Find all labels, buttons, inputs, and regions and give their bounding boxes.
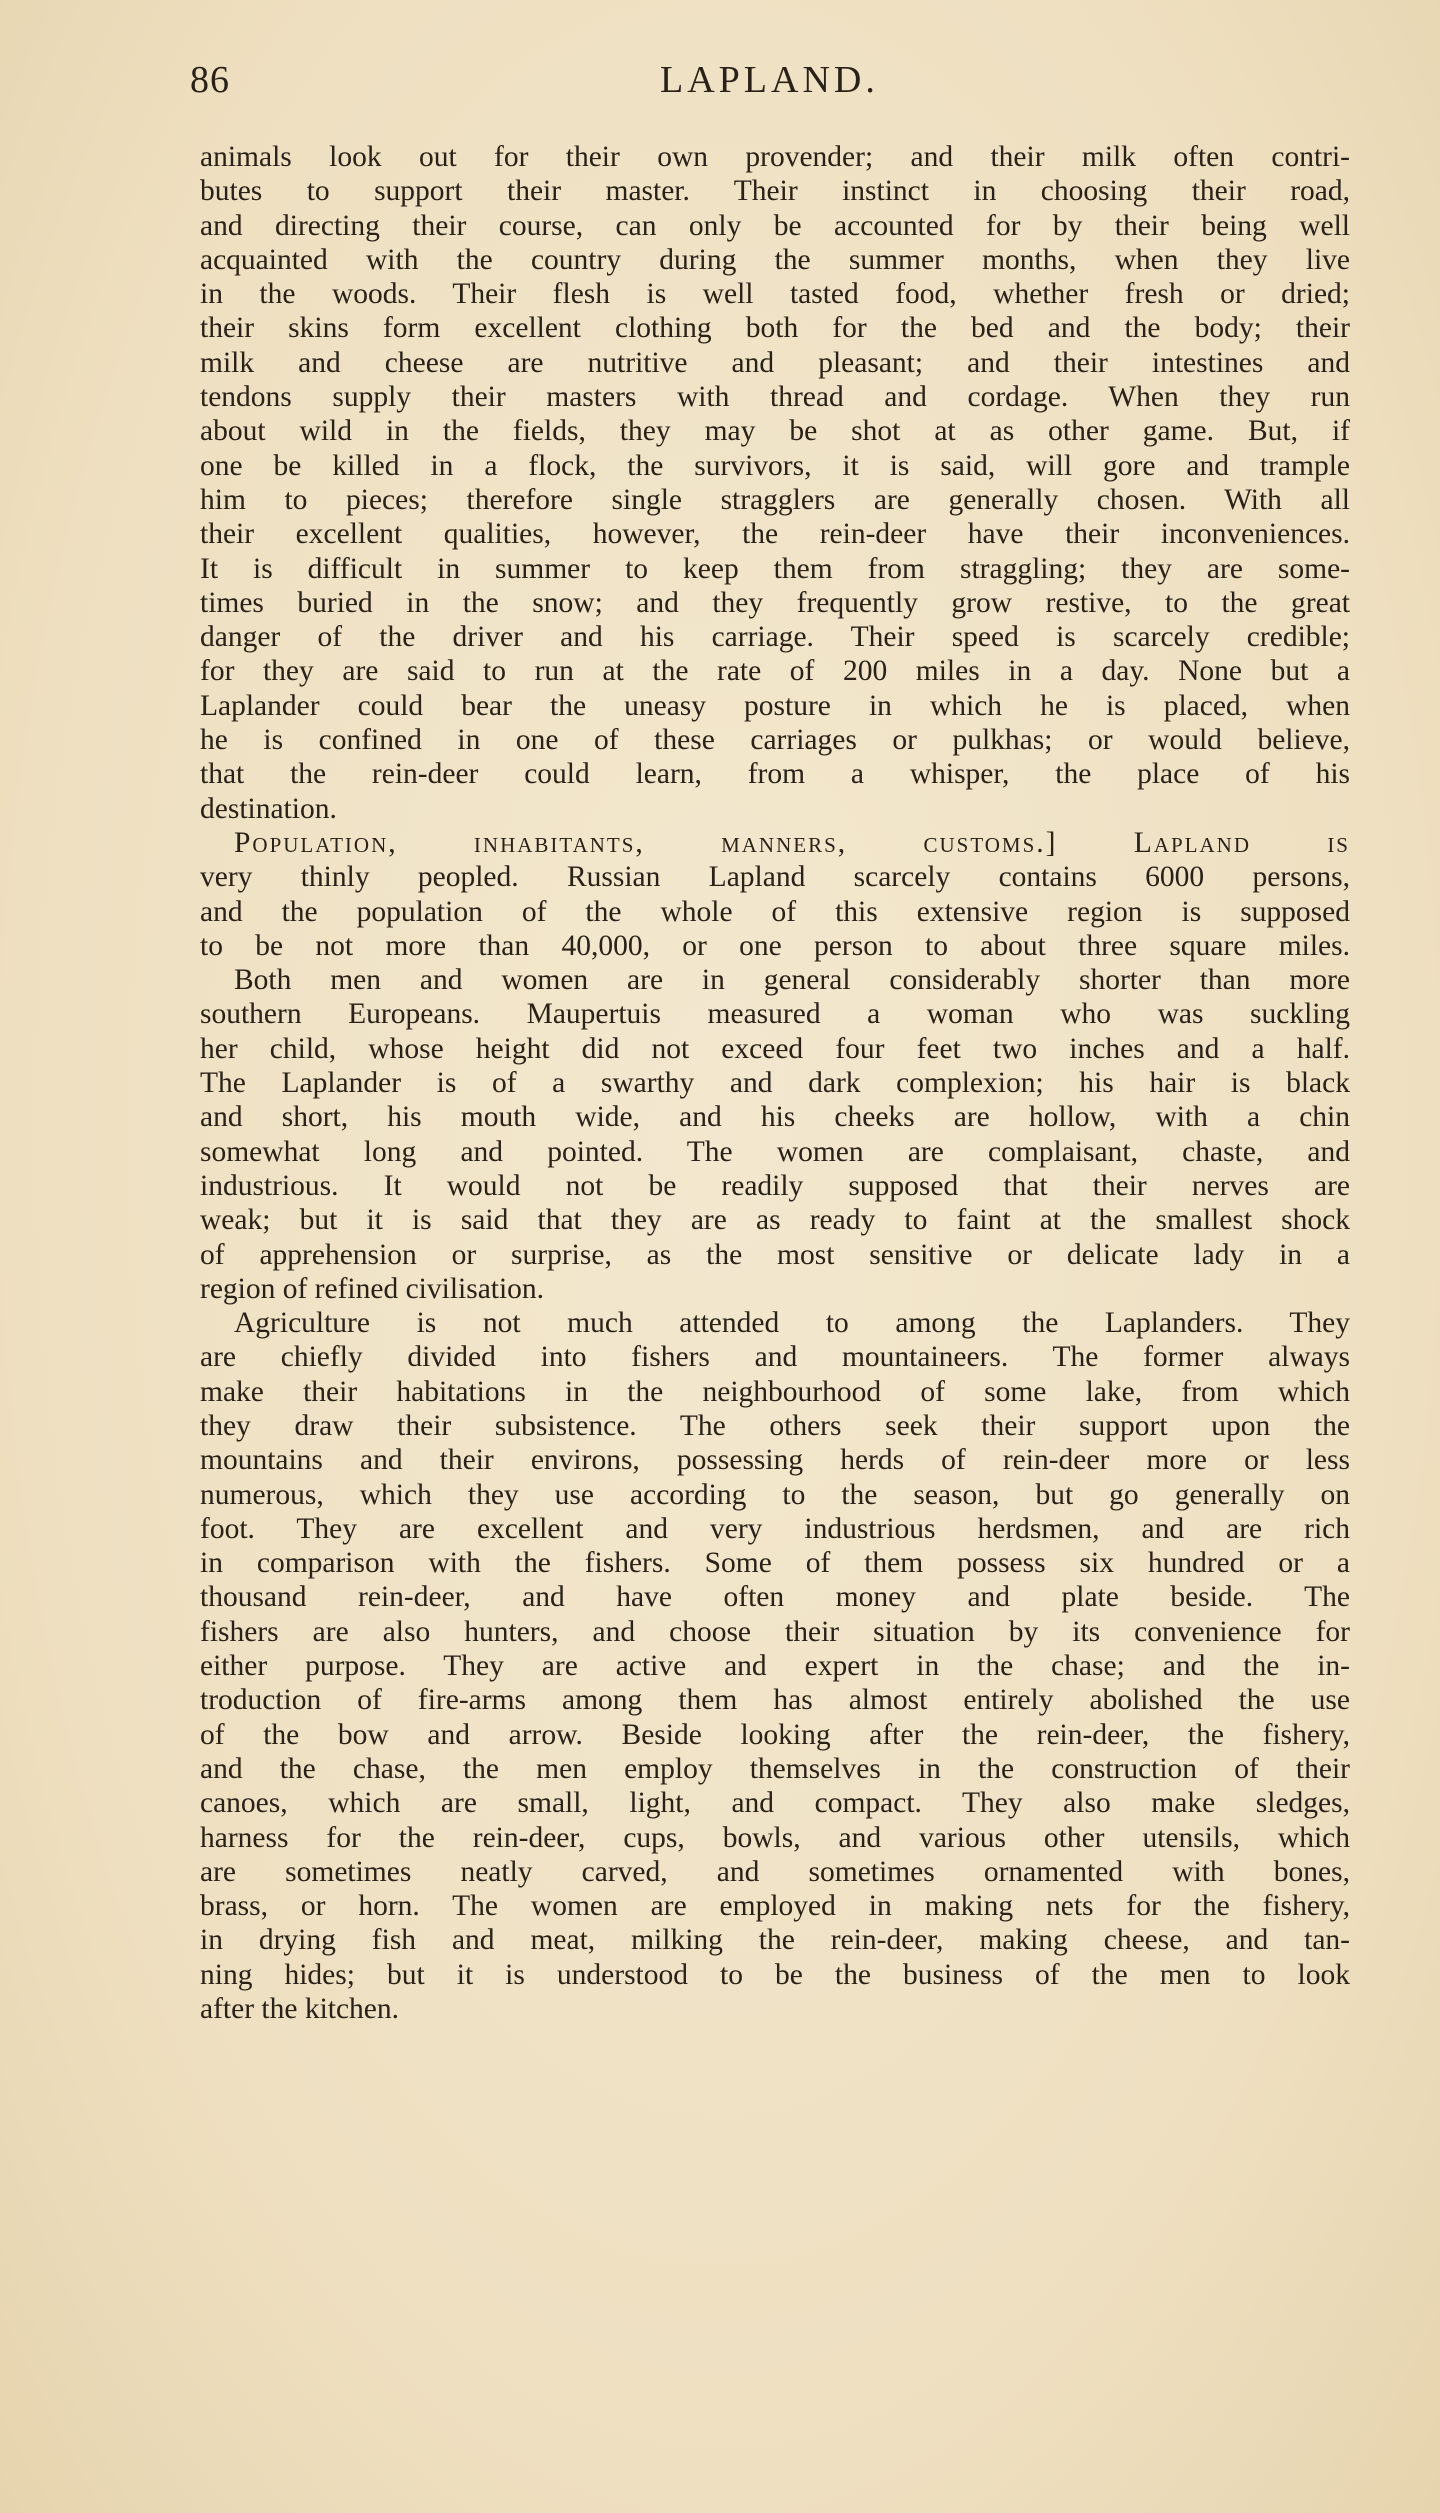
text-line: are sometimes neatly carved, and sometimes ornamented with bones, <box>200 1855 1350 1888</box>
text-line: and directing their course, can only be accounted for by their being well <box>200 209 1350 242</box>
text-line: either purpose. They are active and expert in the chase; and the in- <box>200 1650 1350 1683</box>
text-line: canoes, which are small, light, and compact. They also make sledges, <box>200 1787 1350 1820</box>
text-line: thousand rein-deer, and have often money and plate beside. The <box>200 1581 1350 1614</box>
text-line: their skins form excellent clothing both for the bed and the body; their <box>200 312 1350 345</box>
section-heading-line: Population, inhabitants, manners, customs.] Lapland is <box>234 826 1350 859</box>
running-head: LAPLAND. <box>660 59 879 101</box>
text-line: The Laplander is of a swarthy and dark complexion; his hair is black <box>200 1067 1350 1100</box>
text-line: their excellent qualities, however, the rein-deer have their inconveniences. <box>200 518 1350 551</box>
text-line: region of refined civilisation. <box>200 1272 545 1305</box>
text-line: acquainted with the country during the summer months, when they live <box>200 243 1350 276</box>
text-line: ning hides; but it is understood to be the business of the men to look <box>200 1958 1350 1991</box>
text-line: destination. <box>200 792 337 825</box>
text-line: brass, or horn. The women are employed in making nets for the fishery, <box>200 1890 1350 1923</box>
text-line: southern Europeans. Maupertuis measured a woman who was suckling <box>200 998 1350 1031</box>
page-number: 86 <box>190 59 230 101</box>
text-line: harness for the rein-deer, cups, bowls, and various other utensils, which <box>200 1821 1350 1854</box>
text-line: animals look out for their own provender; and their milk often contri- <box>200 141 1350 173</box>
text-line: It is difficult in summer to keep them from straggling; they are some- <box>200 552 1350 585</box>
page-header <box>190 58 1340 118</box>
text-line: about wild in the fields, they may be shot at as other game. But, if <box>200 415 1350 448</box>
text-line: after the kitchen. <box>200 1993 400 2026</box>
text-line: and short, his mouth wide, and his cheeks are hollow, with a chin <box>200 1101 1350 1134</box>
text-line: mountains and their environs, possessing herds of rein-deer more or less <box>200 1444 1350 1477</box>
text-line: in comparison with the fishers. Some of them possess six hundred or a <box>200 1547 1350 1580</box>
text-line: Agriculture is not much attended to among the Laplanders. They <box>234 1307 1350 1340</box>
text-line: troduction of fire-arms among them has almost entirely abolished the use <box>200 1684 1350 1717</box>
text-line: make their habitations in the neighbourhood of some lake, from which <box>200 1375 1350 1408</box>
text-line: Laplander could bear the uneasy posture in which he is placed, when <box>200 689 1350 722</box>
text-line: of the bow and arrow. Beside looking after the rein-deer, the fishery, <box>200 1718 1350 1751</box>
text-line: her child, whose height did not exceed four feet two inches and a half. <box>200 1032 1350 1065</box>
text-line: and the population of the whole of this extensive region is supposed <box>200 895 1350 928</box>
text-line: danger of the driver and his carriage. Their speed is scarcely credible; <box>200 621 1350 654</box>
text-line: for they are said to run at the rate of 200 miles in a day. None but a <box>200 655 1350 688</box>
text-line: weak; but it is said that they are as ready to faint at the smallest shock <box>200 1204 1350 1237</box>
text-line: butes to support their master. Their instinct in choosing their road, <box>200 175 1350 208</box>
text-line: tendons supply their masters with thread and cordage. When they run <box>200 381 1350 414</box>
text-line: in the woods. Their flesh is well tasted food, whether fresh or dried; <box>200 278 1350 311</box>
text-line: of apprehension or surprise, as the most sensitive or delicate lady in a <box>200 1238 1350 1271</box>
text-line: Both men and women are in general considerably shorter than more <box>234 964 1350 997</box>
text-line: that the rein-deer could learn, from a whisper, the place of his <box>200 758 1350 791</box>
text-line: he is confined in one of these carriages or pulkhas; or would believe, <box>200 724 1350 757</box>
text-line: him to pieces; therefore single stragglers are generally chosen. With all <box>200 483 1350 516</box>
text-line: foot. They are excellent and very industrious herdsmen, and are rich <box>200 1512 1350 1545</box>
text-line: are chiefly divided into fishers and mountaineers. The former always <box>200 1341 1350 1374</box>
text-line: to be not more than 40,000, or one person to about three square miles. <box>200 929 1350 962</box>
text-line: and the chase, the men employ themselves in the construction of their <box>200 1752 1350 1785</box>
text-line: in drying fish and meat, milking the rein-deer, making cheese, and tan- <box>200 1924 1350 1957</box>
text-line: they draw their subsistence. The others seek their support upon the <box>200 1409 1350 1442</box>
text-line: very thinly peopled. Russian Lapland scarcely contains 6000 persons, <box>200 861 1350 894</box>
text-line: somewhat long and pointed. The women are complaisant, chaste, and <box>200 1135 1350 1168</box>
text-line: milk and cheese are nutritive and pleasant; and their intestines and <box>200 346 1350 379</box>
body-text <box>200 140 1350 2026</box>
text-line: industrious. It would not be readily supposed that their nerves are <box>200 1169 1350 1202</box>
text-line: one be killed in a flock, the survivors, it is said, will gore and trample <box>200 449 1350 482</box>
text-line: times buried in the snow; and they frequently grow restive, to the great <box>200 586 1350 619</box>
text-line: fishers are also hunters, and choose their situation by its convenience for <box>200 1615 1350 1648</box>
text-line: numerous, which they use according to the season, but go generally on <box>200 1478 1350 1511</box>
